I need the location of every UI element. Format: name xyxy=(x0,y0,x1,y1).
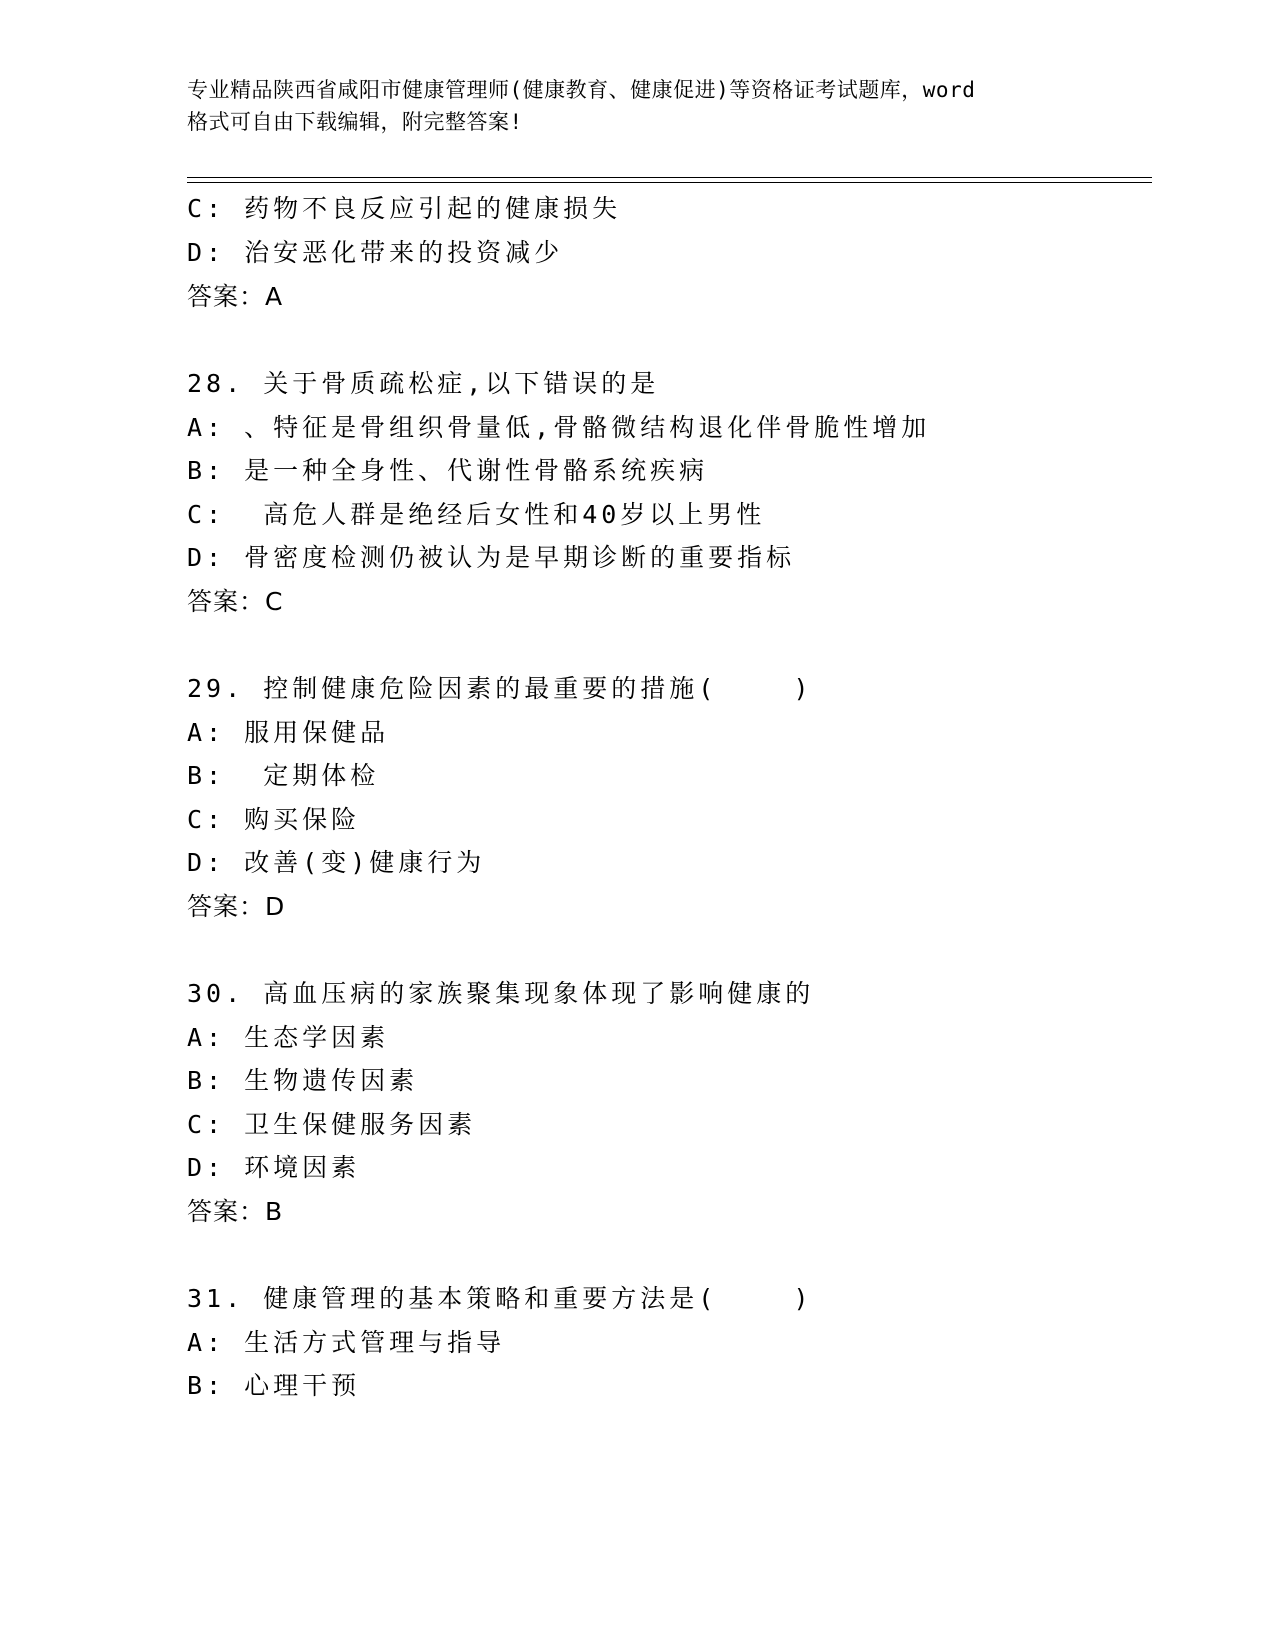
q30-option-a: A: 生态学因素 xyxy=(187,1023,390,1052)
q29-option-b: B: 定期体检 xyxy=(187,761,380,790)
q28-option-b: B: 是一种全身性、代谢性骨骼系统疾病 xyxy=(187,456,709,485)
q28-option-c: C: 高危人群是绝经后女性和40岁以上男性 xyxy=(187,500,766,529)
q28-question: 28. 关于骨质疏松症,以下错误的是 xyxy=(187,369,660,398)
q30-option-d: D: 环境因素 xyxy=(187,1153,361,1182)
q30-option-b: B: 生物遗传因素 xyxy=(187,1066,419,1095)
q28-option-a: A: 、特征是骨组织骨量低,骨骼微结构退化伴骨脆性增加 xyxy=(187,413,931,442)
q29-option-a: A: 服用保健品 xyxy=(187,718,390,747)
header-line-2: 格式可自由下载编辑，附完整答案! xyxy=(187,110,523,134)
q27-option-d: D: 治安恶化带来的投资减少 xyxy=(187,238,564,267)
q29-option-c: C: 购买保险 xyxy=(187,805,361,834)
q31-option-b: B: 心理干预 xyxy=(187,1371,361,1400)
q30-question: 30. 高血压病的家族聚集现象体现了影响健康的 xyxy=(187,979,815,1008)
q29-question: 29. 控制健康危险因素的最重要的措施( ) xyxy=(187,674,813,703)
q31-option-a: A: 生活方式管理与指导 xyxy=(187,1328,506,1357)
q27-option-c: C: 药物不良反应引起的健康损失 xyxy=(187,194,622,223)
q30-option-c: C: 卫生保健服务因素 xyxy=(187,1110,477,1139)
q31-question: 31. 健康管理的基本策略和重要方法是( ) xyxy=(187,1284,813,1313)
q28-option-d: D: 骨密度检测仍被认为是早期诊断的重要指标 xyxy=(187,543,796,572)
document-header xyxy=(187,74,1087,138)
q29-option-d: D: 改善(变)健康行为 xyxy=(187,848,486,877)
q28-answer: 答案：C xyxy=(187,587,284,616)
header-divider-top xyxy=(187,177,1152,178)
q29-answer: 答案：D xyxy=(187,892,286,921)
header-line-1: 专业精品陕西省咸阳市健康管理师(健康教育、健康促进)等资格证考试题库，word xyxy=(187,78,976,102)
q30-answer: 答案：B xyxy=(187,1197,284,1226)
header-divider-bottom xyxy=(187,182,1152,183)
q27-answer: 答案：A xyxy=(187,282,284,311)
